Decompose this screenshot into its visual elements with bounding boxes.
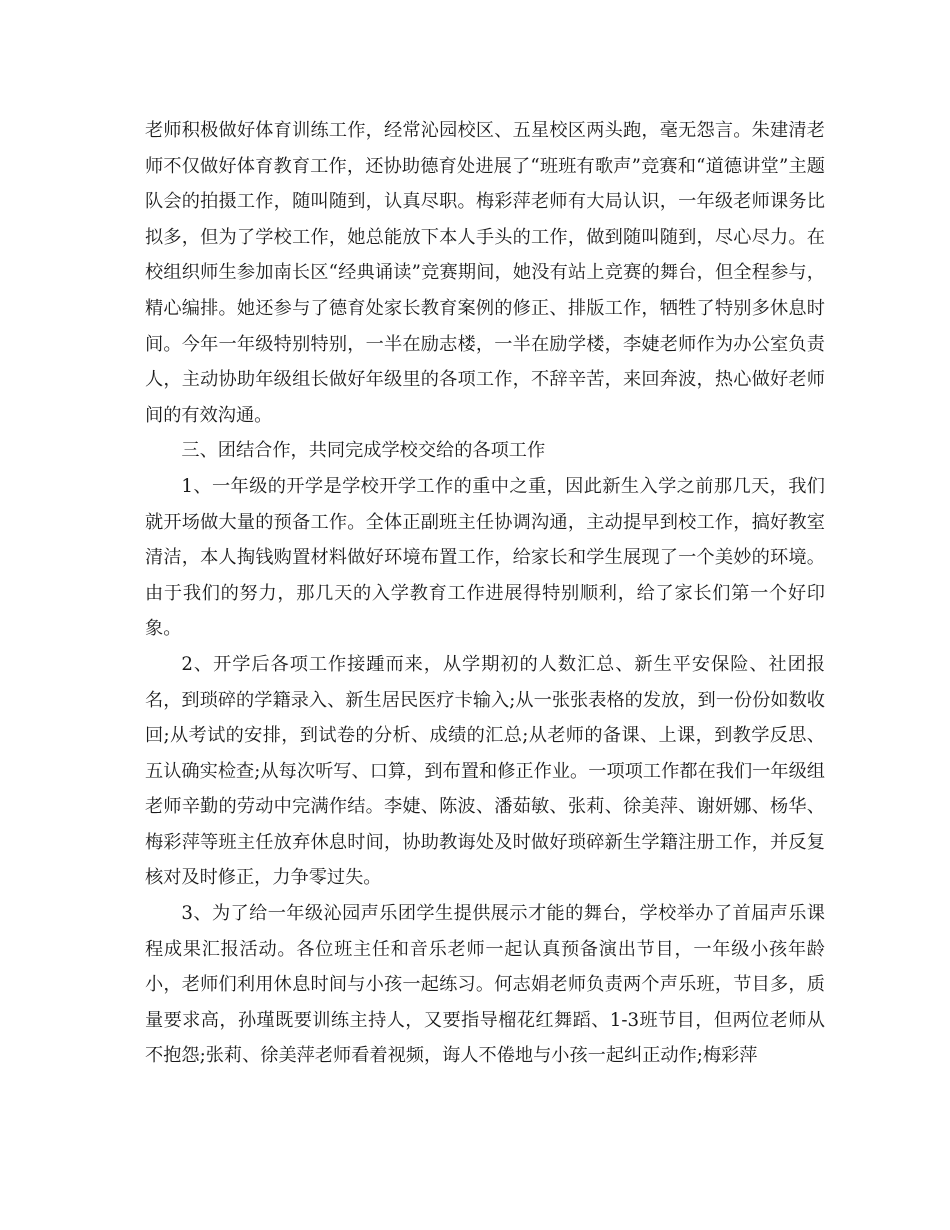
paragraph-item-1-enrollment: 1、一年级的开学是学校开学工作的重中之重，因此新生入学之前那几天，我们就开场做大量的预备工作。全体正副班主任协调沟通，主动提早到校工作，搞好教室清洁，本人掏钱购置材料做好环境布置工作，给家长和学生展现了一个美妙的环境。由于我们的努力，那几天的入学教育工作进展得特别顺利，给了家长们第一个好印象。 (145, 475, 825, 640)
paragraph-item-2-semester-work: 2、开学后各项工作接踵而来，从学期初的人数汇总、新生平安保险、社团报名，到琐碎的学籍录入、新生居民医疗卡输入;从一张张表格的发放，到一份份如数收回;从考试的安排，到试卷的分析、成绩的汇总;从老师的备课、上课，到教学反思、五认确实检查;从每次听写、口算，到布置和修正作业。一项项工作都在我们一年级组老师辛勤的劳动中完满作结。李婕、陈波、潘茹敏、张莉、徐美萍、谢妍娜、杨华、梅彩萍等班主任放弃休息时间，协助教诲处及时做好琐碎新生学籍注册工作，并反复核对及时修正，力争零过失。 (145, 653, 825, 889)
section-heading-teamwork: 三、团结合作，共同完成学校交给的各项工作 (181, 440, 546, 462)
paragraph-teacher-contributions: 老师积极做好体育训练工作，经常沁园校区、五星校区两头跑，毫无怨言。朱建清老师不仅做好体育教育工作，还协助德育处进展了“班班有歌声”竞赛和“道德讲堂”主题队会的拍摄工作，随叫随到，认真尽职。梅彩萍老师有大局认识，一年级老师课务比拟多，但为了学校工作，她总能放下本人手头的工作，做到随叫随到，尽心尽力。在校组织师生参加南长区“经典诵读”竞赛期间，她没有站上竞赛的舞台，但全程参与，精心编排。她还参与了德育处家长教育案例的修正、排版工作，牺牲了特别多休息时间。今年一年级特别特别，一半在励志楼，一半在励学楼，李婕老师作为办公室负责人，主动协助年级组长做好年级里的各项工作，不辞辛苦，来回奔波，热心做好老师间的有效沟通。 (145, 120, 825, 426)
document-page (145, 113, 825, 1074)
paragraph-item-3-vocal-showcase: 3、为了给一年级沁园声乐团学生提供展示才能的舞台，学校举办了首届声乐课程成果汇报活动。各位班主任和音乐老师一起认真预备演出节目，一年级小孩年龄小，老师们利用休息时间与小孩一起练习。何志娟老师负责两个声乐班，节目多，质量要求高，孙瑾既要训练主持人，又要指导榴花红舞蹈、1-3班节目，但两位老师从不抱怨;张莉、徐美萍老师看着视频，诲人不倦地与小孩一起纠正动作;梅彩萍 (145, 903, 825, 1067)
